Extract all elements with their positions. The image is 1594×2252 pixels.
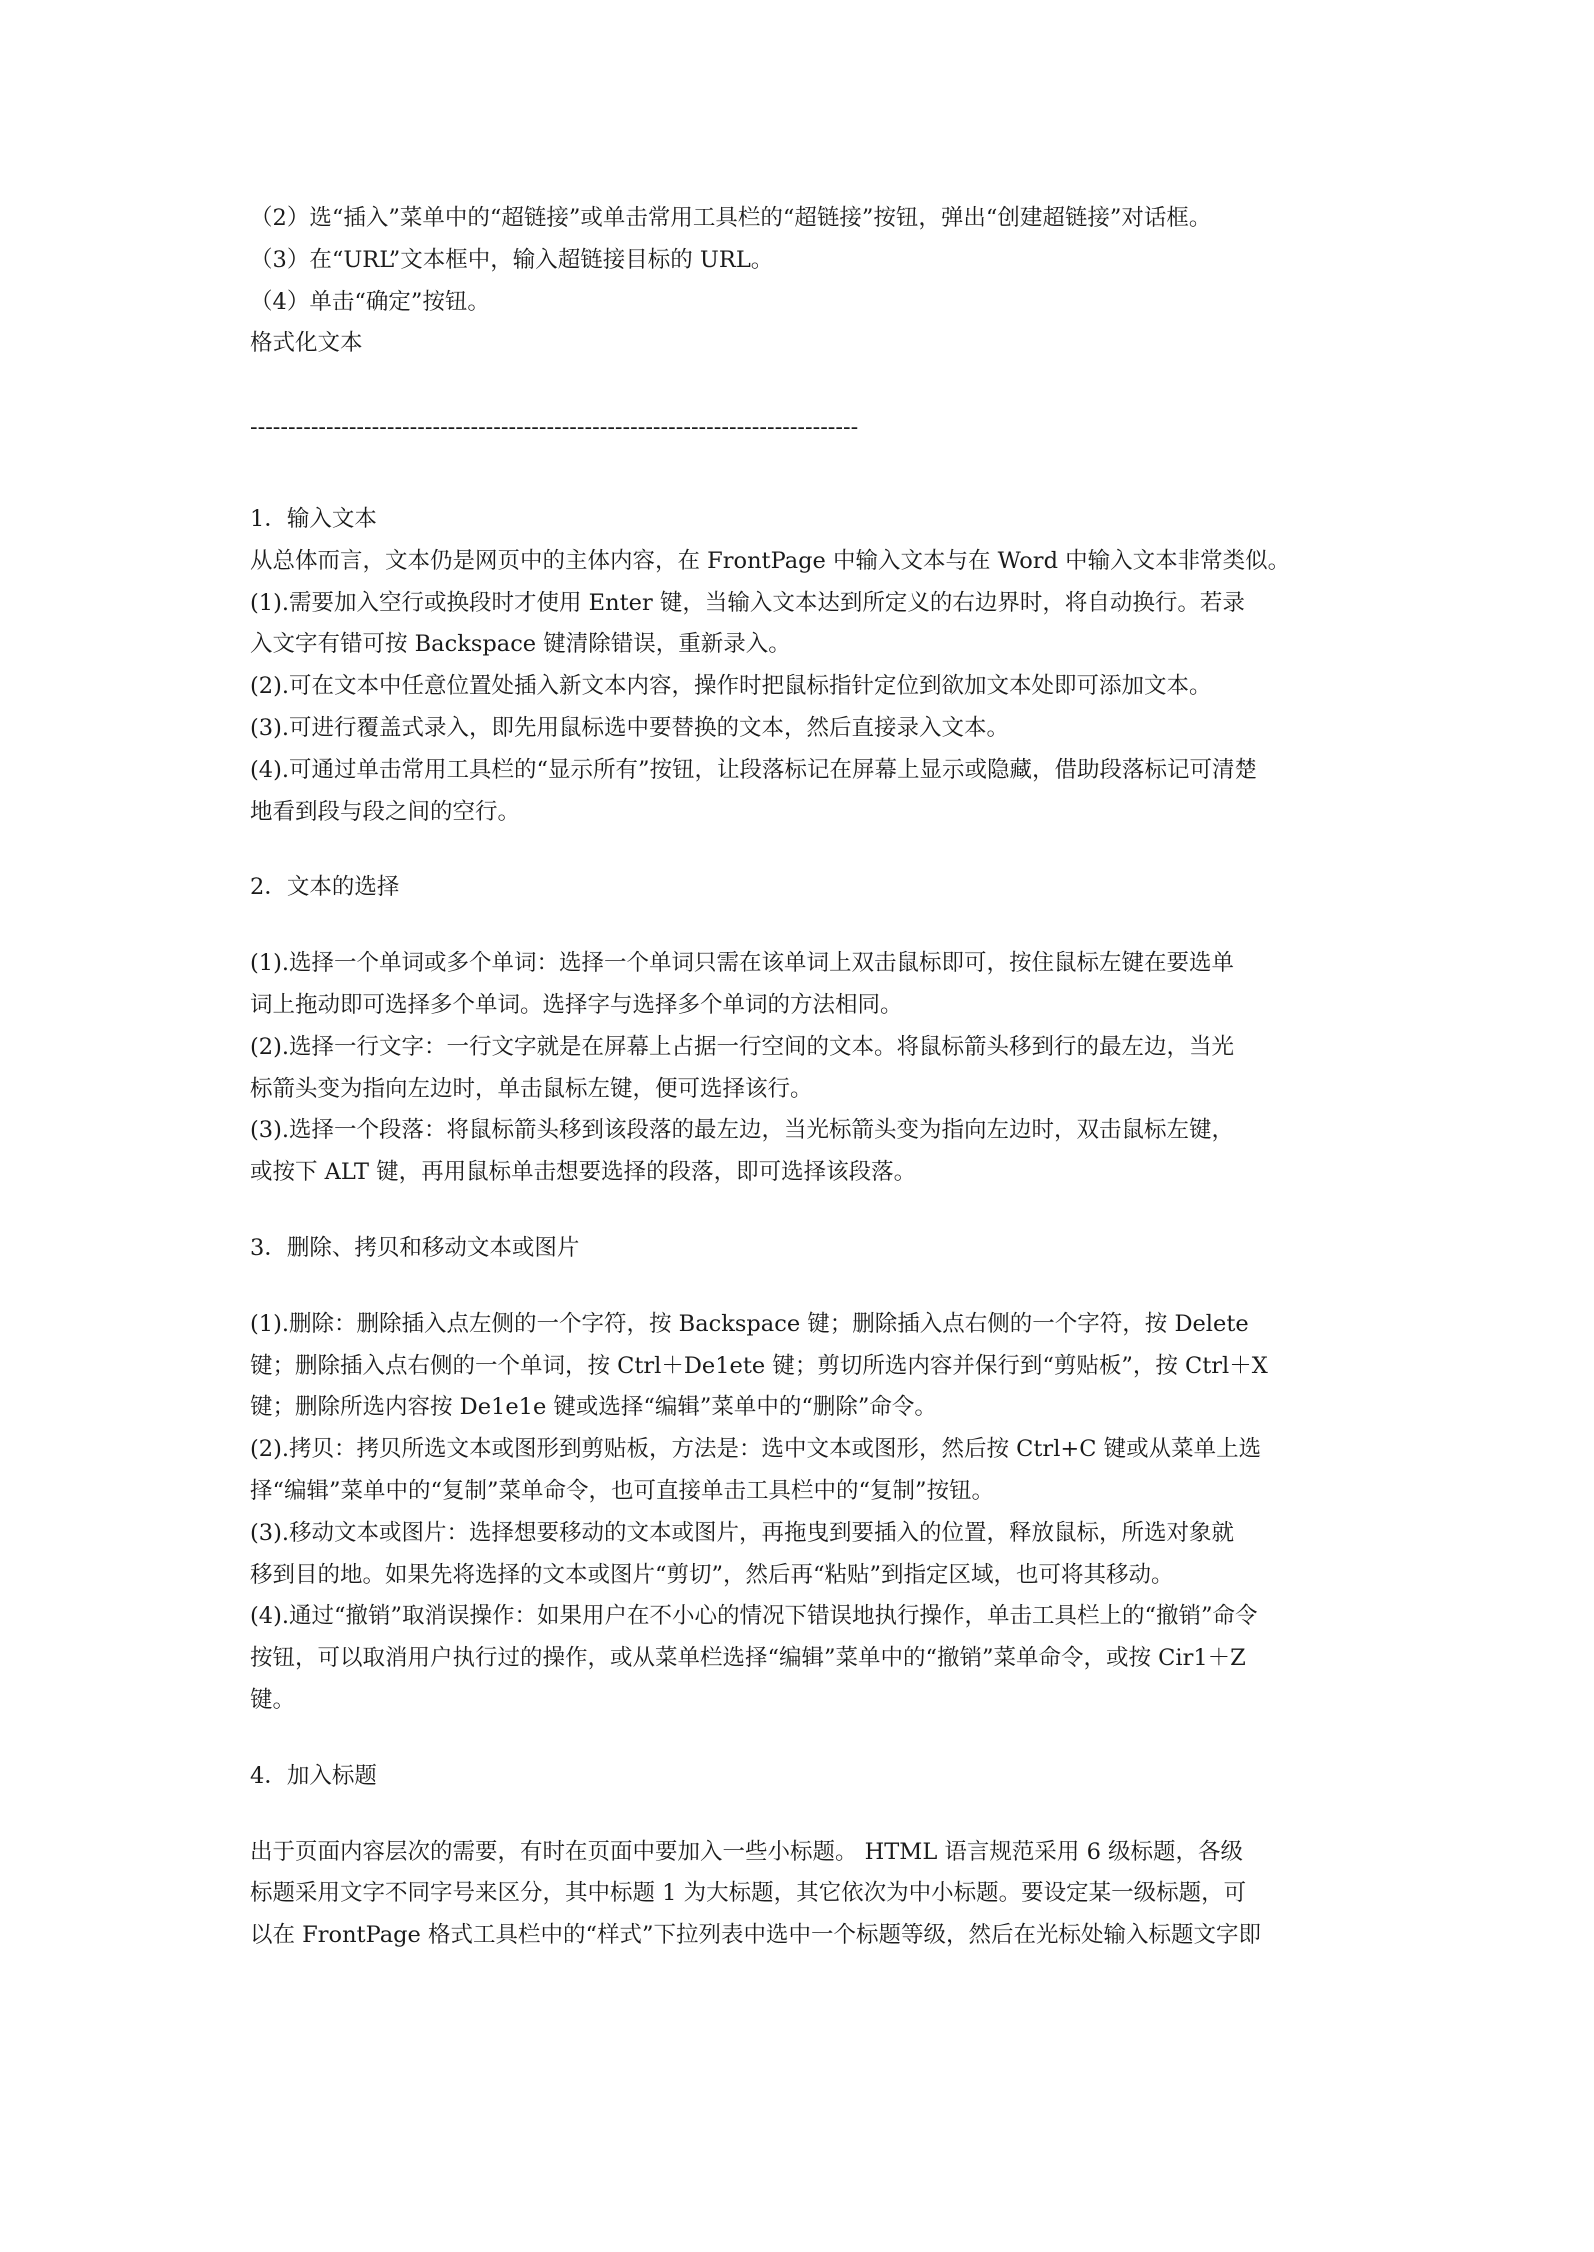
spacer [250,1194,1358,1228]
paragraph-line: 标箭头变为指向左边时，单击鼠标左键，便可选择该行。 [250,1075,813,1102]
spacer [250,449,1358,499]
paragraph-line: 键；删除所选内容按 De1e1e 键或选择“编辑”菜单中的“删除”命令。 [250,1394,937,1421]
heading-add-titles: 4．加入标题 [250,1762,377,1789]
intro-step-3: （3）在“URL”文本框中，输入超链接目标的 URL。 [250,246,774,273]
paragraph-line: 地看到段与段之间的空行。 [250,798,521,825]
paragraph-line: (1).需要加入空行或换段时才使用 Enter 键，当输入文本达到所定义的右边界时，将自动换行。若录 [250,589,1245,616]
spacer [250,1270,1358,1304]
spacer [250,365,1358,407]
section-2-body [250,943,1358,1194]
heading-text-selection: 2．文本的选择 [250,874,400,901]
paragraph-line: (3).选择一个段落：将鼠标箭头移到该段落的最左边，当光标箭头变为指向左边时，双击鼠标左键， [250,1117,1235,1144]
paragraph-line: 词上拖动即可选择多个单词。选择字与选择多个单词的方法相同。 [250,991,903,1018]
paragraph-line: 移到目的地。如果先将选择的文本或图片“剪切”，然后再“粘贴”到指定区域，也可将其移动。 [250,1561,1174,1588]
paragraph-line: 键。 [250,1686,296,1713]
paragraph-line: (1).删除：删除插入点左侧的一个字符，按 Backspace 键；删除插入点右侧的一个字符，按 Delete [250,1310,1249,1337]
paragraph-line: 标题采用文字不同字号来区分，其中标题 1 为大标题，其它依次为中小标题。要设定某一级标题，可 [250,1880,1247,1907]
paragraph-line: (4).通过“撤销”取消误操作：如果用户在不小心的情况下错误地执行操作，单击工具栏上的“撤销”命令 [250,1603,1258,1630]
intro-steps [250,198,1358,323]
paragraph-line: (1).选择一个单词或多个单词：选择一个单词只需在该单词上双击鼠标即可，按住鼠标左键在要选单 [250,950,1235,977]
paragraph-line: 出于页面内容层次的需要，有时在页面中要加入一些小标题。 HTML 语言规范采用 6 级标题，各级 [250,1838,1244,1865]
heading-input-text: 1．输入文本 [250,505,377,532]
spacer [250,909,1358,943]
paragraph-line: 按钮，可以取消用户执行过的操作，或从菜单栏选择“编辑”菜单中的“撤销”菜单命令，或按 Cir1＋Z [250,1645,1246,1672]
paragraph-line: 以在 FrontPage 格式工具栏中的“样式”下拉列表中选中一个标题等级，然后在光标处输入标题文字即 [250,1922,1262,1949]
intro-step-4: （4）单击“确定”按钮。 [250,288,490,315]
paragraph-line: 入文字有错可按 Backspace 键清除错误，重新录入。 [250,631,791,658]
section-4-body [250,1832,1358,1957]
document-page [250,198,1358,1957]
section-title: 格式化文本 [250,330,363,357]
section-3-body [250,1304,1358,1722]
paragraph-line: 择“编辑”菜单中的“复制”菜单命令，也可直接单击工具栏中的“复制”按钮。 [250,1477,995,1504]
intro-step-2: （2）选“插入”菜单中的“超链接”或单击常用工具栏的“超链接”按钮，弹出“创建超链接”对话框。 [250,205,1212,231]
paragraph-line: (2).拷贝：拷贝所选文本或图形到剪贴板，方法是：选中文本或图形，然后按 Ctrl+C 键或从菜单上选 [250,1436,1262,1463]
divider-line: -------------------------------------------------------------------------------- [250,414,859,441]
paragraph-line: (2).选择一行文字：一行文字就是在屏幕上占据一行空间的文本。将鼠标箭头移到行的最左边，当光 [250,1033,1235,1060]
paragraph-line: (3).可进行覆盖式录入，即先用鼠标选中要替换的文本，然后直接录入文本。 [250,714,1010,741]
section-1-body [250,541,1358,834]
heading-delete-copy-move: 3．删除、拷贝和移动文本或图片 [250,1234,580,1261]
paragraph-line: 键；删除插入点右侧的一个单词，按 Ctrl＋De1ete 键；剪切所选内容并保行到“剪贴板”，按 Ctrl＋X [250,1352,1268,1379]
paragraph-line: (3).移动文本或图片：选择想要移动的文本或图片，再拖曳到要插入的位置，释放鼠标，所选对象就 [250,1519,1235,1546]
spacer [250,1798,1358,1832]
spacer [250,833,1358,867]
paragraph-line: 或按下 ALT 键，再用鼠标单击想要选择的段落，即可选择该段落。 [250,1159,917,1186]
paragraph-line: (4).可通过单击常用工具栏的“显示所有”按钮，让段落标记在屏幕上显示或隐藏，借助段落标记可清楚 [250,756,1258,783]
paragraph-line: 从总体而言，文本仍是网页中的主体内容，在 FrontPage 中输入文本与在 Word 中输入文本非常类似。 [250,547,1291,574]
spacer [250,1722,1358,1756]
paragraph-line: (2).可在文本中任意位置处插入新文本内容，操作时把鼠标指针定位到欲加文本处即可添加文本。 [250,673,1212,700]
